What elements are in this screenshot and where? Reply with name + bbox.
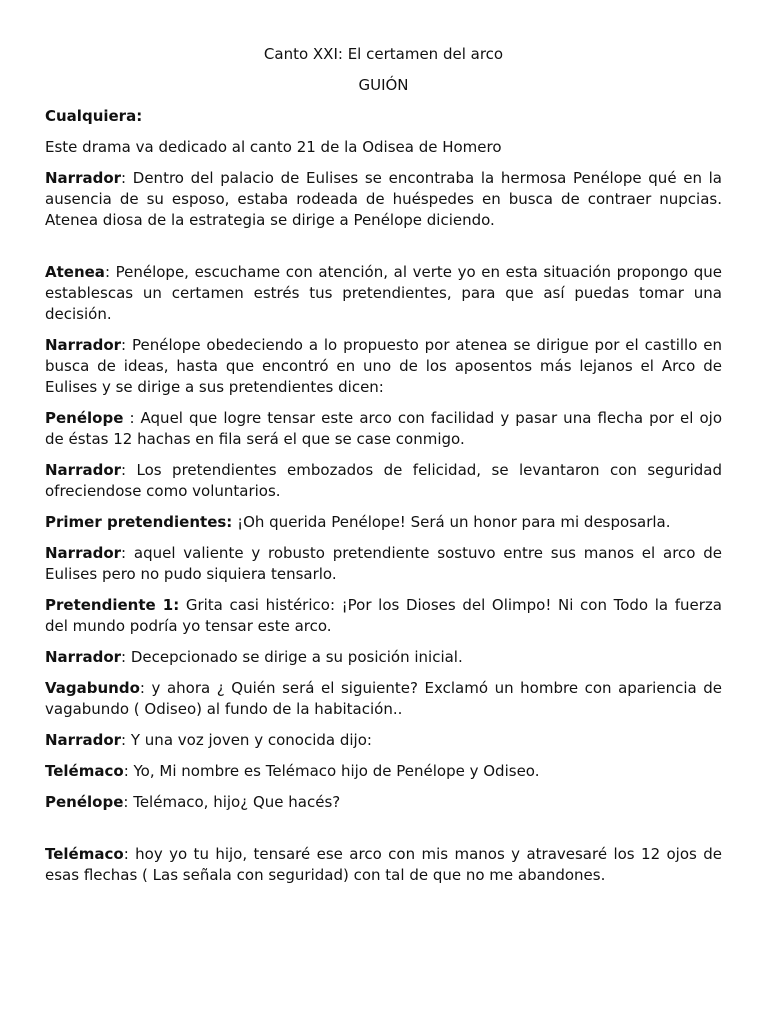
paragraph-narrador-6 [45, 730, 722, 751]
paragraph-text: : aquel valiente y robusto pretendiente sostuvo entre sus manos el arco de Eulises pero no pudo siquiera tensarlo. [45, 544, 722, 583]
paragraph-text: : Telémaco, hijo¿ Que hacés? [123, 793, 341, 811]
speaker-label: Vagabundo [45, 679, 140, 697]
speaker-label: Narrador [45, 169, 122, 187]
speaker-label: Atenea [45, 263, 105, 281]
paragraph-intro [45, 137, 722, 158]
paragraph-text: : y ahora ¿ Quién será el siguiente? Exclamó un hombre con apariencia de vagabundo ( Odiseo) al fundo de la habitación.. [45, 679, 722, 718]
blank-line [45, 823, 722, 844]
paragraph-text: : Decepcionado se dirige a su posición inicial. [121, 648, 463, 666]
paragraph-telemaco-2 [45, 844, 722, 886]
speaker-label: Primer pretendientes: [45, 513, 233, 531]
paragraph-penelope-1 [45, 408, 722, 450]
speaker-label: Narrador [45, 461, 122, 479]
speaker-label: Narrador [45, 544, 122, 562]
paragraph-text: ¡Oh querida Penélope! Será un honor para mi desposarla. [232, 513, 671, 531]
speaker-label: Penélope [45, 793, 124, 811]
paragraph-text: : Aquel que logre tensar este arco con facilidad y pasar una flecha por el ojo de éstas 12 hachas en fila será el que se case conmigo. [45, 409, 722, 448]
paragraph-vagabundo [45, 678, 722, 720]
blank-line [45, 241, 722, 262]
speaker-label: Pretendiente 1: [45, 596, 180, 614]
paragraph-text: : Penélope obedeciendo a lo propuesto por atenea se dirigue por el castillo en busca de ideas, hasta que encontró en uno de los aposentos más lejanos el Arco de Eulises y se dirige a sus pretendientes dicen: [45, 336, 722, 396]
speaker-label: Penélope [45, 409, 124, 427]
speaker-label: Telémaco [45, 762, 124, 780]
paragraph-text: : Los pretendientes embozados de felicidad, se levantaron con seguridad ofreciendose como voluntarios. [45, 461, 722, 500]
paragraph-narrador-2 [45, 335, 722, 398]
paragraph-text: : Dentro del palacio de Eulises se encontraba la hermosa Penélope qué en la ausencia de su esposo, estaba rodeada de huéspedes en busca de contraer nupcias. Atenea diosa de la estrategia se dirige a Penélope diciendo. [45, 169, 722, 229]
paragraph-narrador-3 [45, 460, 722, 502]
speaker-label: Narrador [45, 336, 122, 354]
speaker-label: Narrador [45, 648, 122, 666]
speaker-label: Telémaco [45, 845, 124, 863]
paragraph-cualquiera [45, 106, 722, 127]
paragraph-text: : Yo, Mi nombre es Telémaco hijo de Penélope y Odiseo. [123, 762, 540, 780]
speaker-label: Cualquiera: [45, 107, 143, 125]
speaker-label: Narrador [45, 731, 122, 749]
paragraph-text: : Penélope, escuchame con atención, al verte yo en esta situación propongo que establescas un certamen estrés tus pretendientes, para que así puedas tomar una decisión. [45, 263, 722, 323]
paragraph-narrador-4 [45, 543, 722, 585]
paragraph-atenea [45, 262, 722, 325]
paragraph-pretendiente-1 [45, 595, 722, 637]
paragraph-narrador-5 [45, 647, 722, 668]
paragraph-telemaco-1 [45, 761, 722, 782]
document-title: Canto XXI: El certamen del arco [263, 45, 504, 63]
paragraph-text: : Y una voz joven y conocida dijo: [121, 731, 372, 749]
paragraph-primer-pretendiente [45, 512, 722, 533]
paragraph-narrador-1 [45, 168, 722, 231]
paragraph-text: : hoy yo tu hijo, tensaré ese arco con mis manos y atravesaré los 12 ojos de esas flechas ( Las señala con seguridad) con tal de que no me abandones. [45, 845, 722, 884]
paragraph-text: Este drama va dedicado al canto 21 de la Odisea de Homero [45, 138, 502, 156]
document-subtitle: GUIÓN [358, 76, 409, 94]
paragraph-penelope-2 [45, 792, 722, 813]
paragraph-text: Grita casi histérico: ¡Por los Dioses del Olimpo! Ni con Todo la fuerza del mundo podría yo tensar este arco. [45, 596, 722, 635]
